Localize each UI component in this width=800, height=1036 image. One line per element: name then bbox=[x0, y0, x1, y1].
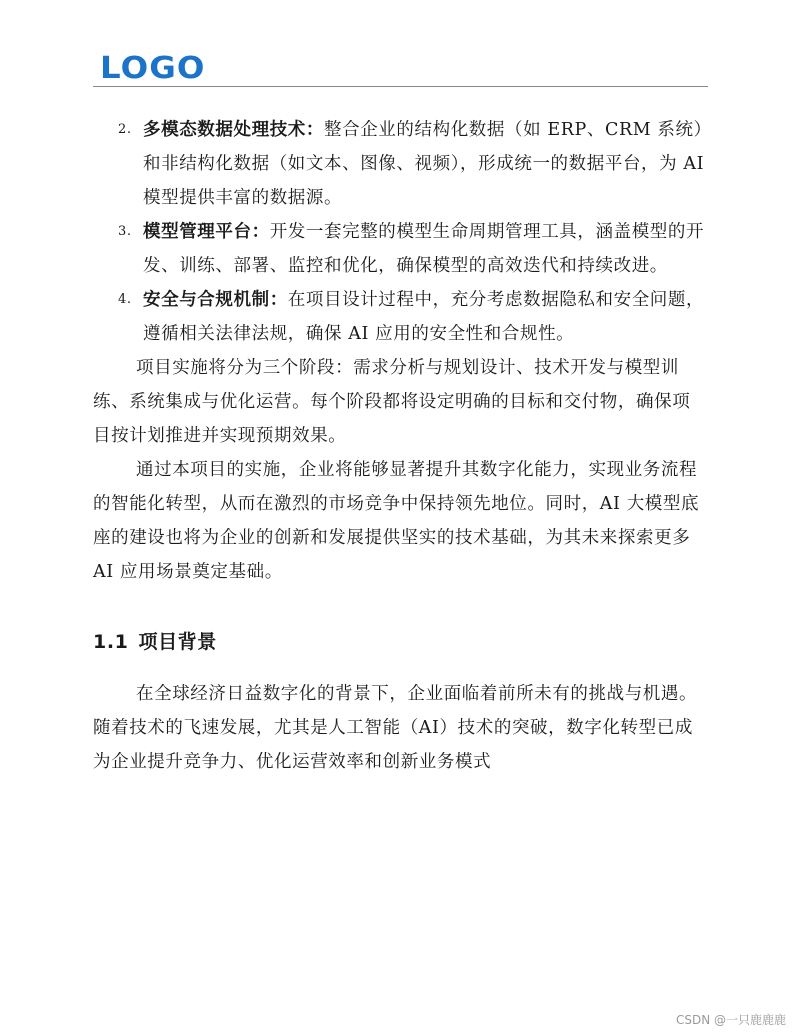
section-heading bbox=[93, 625, 708, 659]
document-body bbox=[93, 113, 708, 779]
list-item-title: 模型管理平台： bbox=[143, 222, 270, 242]
list-item-text: 开发一套完整的模型生命周期管理工具，涵盖模型的开发、训练、部署、监控和优化，确保模型的高效迭代和持续改进。 bbox=[143, 222, 705, 276]
list-item bbox=[93, 215, 708, 283]
list-item-text: 在项目设计过程中，充分考虑数据隐私和安全问题，遵循相关法律法规，确保 AI 应用的安全性和合规性。 bbox=[143, 290, 705, 344]
list-item-text: 整合企业的结构化数据（如 ERP、CRM 系统）和非结构化数据（如文本、图像、视频），形成统一的数据平台，为 AI 模型提供丰富的数据源。 bbox=[143, 120, 705, 208]
paragraph-conclusion: 通过本项目的实施，企业将能够显著提升其数字化能力，实现业务流程的智能化转型，从而在激烈的市场竞争中保持领先地位。同时，AI 大模型底座的建设也将为企业的创新和发展提供坚实的技术基础，为其未来探索更多 AI 应用场景奠定基础。 bbox=[93, 460, 700, 582]
list-item-title: 安全与合规机制： bbox=[143, 290, 288, 310]
section-title: 项目背景 bbox=[138, 631, 217, 653]
list-item-number: 3. bbox=[118, 224, 132, 239]
watermark: CSDN @一只鹿鹿鹿 bbox=[675, 1013, 786, 1027]
list-item-number: 4. bbox=[118, 292, 132, 307]
list-item-title: 多模态数据处理技术： bbox=[143, 120, 324, 140]
logo: LOGO bbox=[100, 51, 206, 86]
list-item bbox=[93, 283, 708, 351]
list-item-number: 2. bbox=[118, 122, 132, 137]
section-number: 1.1 bbox=[93, 631, 129, 653]
paragraph-background: 在全球经济日益数字化的背景下，企业面临着前所未有的挑战与机遇。随着技术的飞速发展，尤其是人工智能（AI）技术的突破，数字化转型已成为企业提升竞争力、优化运营效率和创新业务模式 bbox=[93, 684, 698, 772]
list-item bbox=[93, 113, 708, 215]
paragraph-implementation: 项目实施将分为三个阶段：需求分析与规划设计、技术开发与模型训练、系统集成与优化运营。每个阶段都将设定明确的目标和交付物，确保项目按计划推进并实现预期效果。 bbox=[93, 358, 691, 446]
header-divider bbox=[93, 86, 708, 87]
